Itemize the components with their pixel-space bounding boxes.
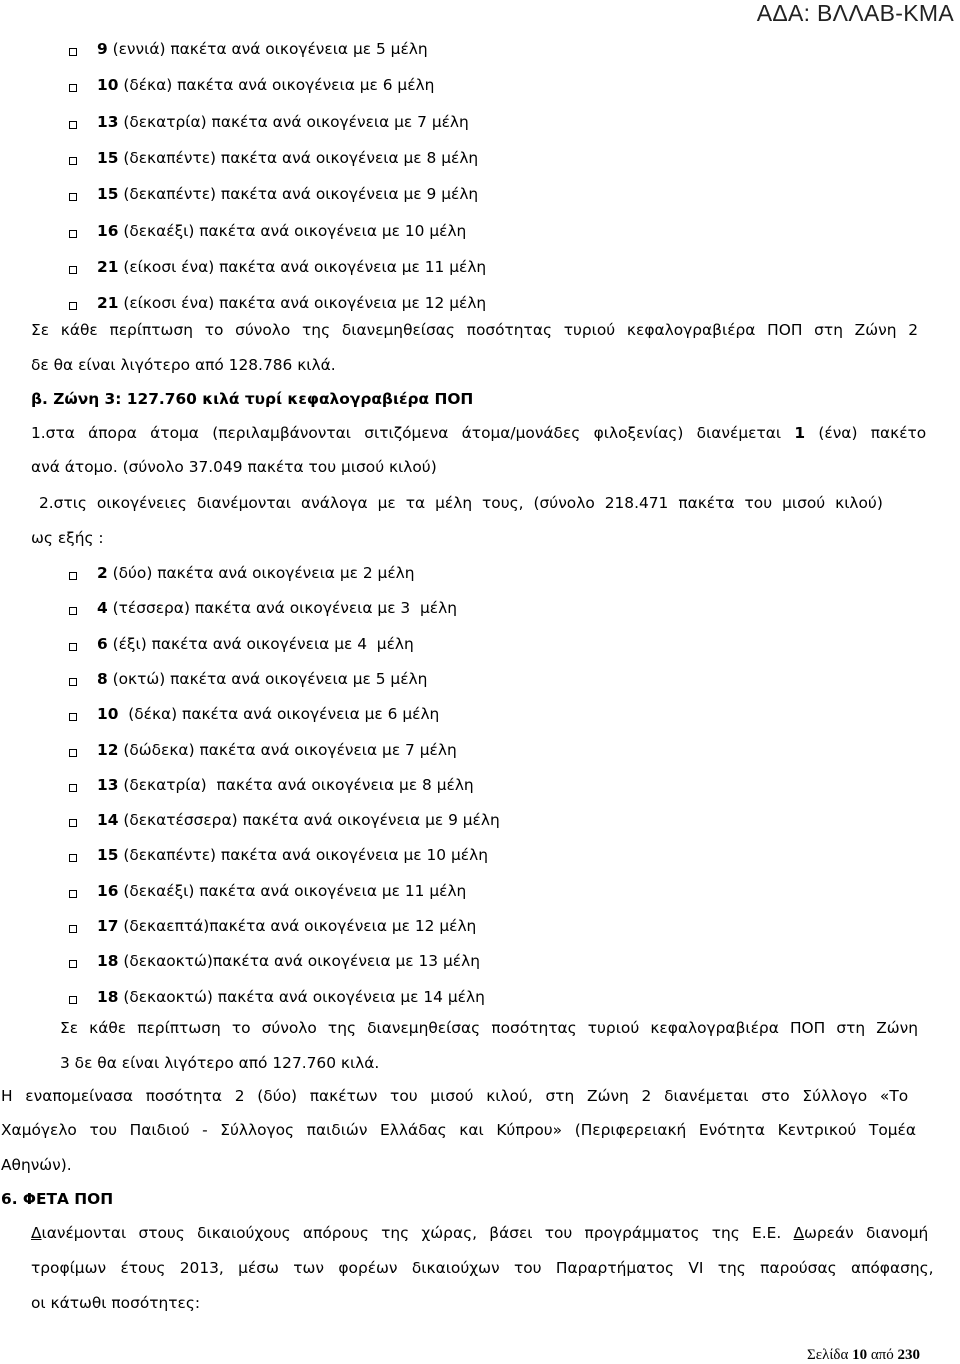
package-count: 16 (97, 881, 119, 900)
list-item (97, 149, 478, 167)
remaining-quantity-line1: Η εναπομείνασα ποσότητα 2 (δύο) πακέτων του μισού κιλού, στη Ζώνη 2 διανέμεται στο Σύλλογο «Το (1, 1087, 909, 1105)
package-count: 14 (97, 811, 119, 830)
checkbox-bullet-icon (69, 157, 77, 165)
item1-text-c: (ένα) πακέτο (805, 424, 927, 442)
delta-underlined-1: Δ (31, 1224, 42, 1242)
checkbox-bullet-icon (69, 925, 77, 933)
package-count: 4 (97, 599, 108, 618)
checkbox-bullet-icon (69, 784, 77, 792)
list-item (97, 882, 466, 900)
package-count: 10 (97, 76, 119, 95)
list-item (97, 670, 427, 688)
checkbox-bullet-icon (69, 678, 77, 686)
zone3-heading: β. Ζώνη 3: 127.760 κιλά τυρί κεφαλογραβιέρα ΠΟΠ (31, 390, 474, 408)
list-item (97, 952, 480, 970)
list-item-text: (δέκα) πακέτα ανά οικογένεια με 6 μέλη (118, 76, 435, 95)
list-item (97, 258, 486, 276)
package-count: 13 (97, 112, 119, 131)
list-item (97, 76, 434, 94)
list-item-text: (τέσσερα) πακέτα ανά οικογένεια με 3 μέλη (107, 599, 457, 618)
checkbox-bullet-icon (69, 960, 77, 968)
package-count: 2 (97, 564, 108, 582)
package-count: 21 (97, 294, 119, 313)
feta-paragraph-line3: οι κάτωθι ποσότητες: (31, 1294, 201, 1312)
list-item (97, 635, 414, 653)
feta-text-d: ωρεάν διανομή (804, 1224, 929, 1242)
checkbox-bullet-icon (69, 302, 77, 310)
list-item-text: (δεκαοκτώ) πακέτα ανά οικογένεια με 14 μέλη (118, 987, 485, 1006)
footer-prefix: Σελίδα (807, 1347, 853, 1363)
list-item-text: (εννιά) πακέτα ανά οικογένεια με 5 μέλη (107, 40, 428, 58)
section-6-heading: 6. ΦΕΤΑ ΠΟΠ (1, 1190, 114, 1208)
delta-underlined-2: Δ (793, 1224, 805, 1242)
package-count: 21 (97, 257, 119, 276)
checkbox-bullet-icon (69, 996, 77, 1004)
footer-middle: από (867, 1347, 898, 1363)
list-item (97, 185, 478, 203)
package-count: 16 (97, 221, 119, 240)
list-item (97, 40, 428, 58)
checkbox-bullet-icon (69, 84, 77, 92)
checkbox-bullet-icon (69, 607, 77, 615)
list-item (97, 113, 469, 131)
package-count: 13 (97, 775, 119, 794)
list-item (97, 741, 457, 759)
checkbox-bullet-icon (69, 854, 77, 862)
item1-line1 (31, 424, 926, 442)
package-count: 15 (97, 846, 119, 865)
list-item-text: (δεκατέσσερα) πακέτα ανά οικογένεια με 9 μέλη (118, 811, 500, 830)
checkbox-bullet-icon (69, 713, 77, 721)
list-item (97, 222, 466, 240)
list-item (97, 564, 415, 582)
list-item-text: (δεκαπέντε) πακέτα ανά οικογένεια με 9 μέλη (118, 185, 479, 204)
feta-text-b: ιανέμονται στους δικαιούχους απόρους της χώρας, βάσει του προγράμματος της Ε.Ε. (41, 1224, 794, 1242)
list-item-text: (δέκα) πακέτα ανά οικογένεια με 6 μέλη (118, 705, 440, 724)
package-count: 8 (97, 669, 108, 688)
list-item (97, 776, 474, 794)
feta-paragraph-line1 (31, 1224, 928, 1242)
item2-line1: 2.στις οικογένειες διανέμονται ανάλογα με τα μέλη τους, (σύνολο 218.471 πακέτα του μισού κιλού) (39, 494, 883, 512)
footer-total: 230 (897, 1347, 920, 1363)
list-item (97, 811, 500, 829)
package-count: 10 (97, 705, 119, 724)
package-count: 15 (97, 185, 119, 204)
item1-text-a: 1.στα άπορα άτομα (περιλαμβάνονται σιτιζόμενα άτομα/μονάδες φιλοξενίας) διανέμεται (31, 424, 795, 442)
checkbox-bullet-icon (69, 749, 77, 757)
package-count: 9 (97, 40, 108, 58)
list-item-text: (οκτώ) πακέτα ανά οικογένεια με 5 μέλη (107, 669, 428, 688)
list-item (97, 705, 439, 723)
package-count: 17 (97, 917, 119, 935)
list-item-text: (δεκαέξι) πακέτα ανά οικογένεια με 11 μέλη (118, 881, 467, 900)
checkbox-bullet-icon (69, 230, 77, 238)
checkbox-bullet-icon (69, 266, 77, 274)
package-count: 18 (97, 952, 119, 971)
zone2-minimum-line2: δε θα είναι λιγότερο από 128.786 κιλά. (31, 356, 336, 374)
list-item (97, 599, 457, 617)
item1-count: 1 (794, 424, 806, 442)
item2-line2: ως εξής : (31, 529, 104, 547)
checkbox-bullet-icon (69, 819, 77, 827)
list-item-text: (δεκαπέντε) πακέτα ανά οικογένεια με 10 μέλη (118, 846, 488, 865)
list-item-text: (δεκατρία) πακέτα ανά οικογένεια με 8 μέλη (118, 775, 474, 794)
page-footer (807, 1347, 920, 1364)
list-item-text: (δεκαοκτώ)πακέτα ανά οικογένεια με 13 μέλη (118, 952, 480, 971)
checkbox-bullet-icon (69, 193, 77, 201)
list-item (97, 294, 486, 312)
list-item-text: (δεκαεπτά)πακέτα ανά οικογένεια με 12 μέλη (118, 917, 477, 935)
zone3-minimum-line1: Σε κάθε περίπτωση το σύνολο της διανεμηθείσας ποσότητας τυριού κεφαλογραβιέρα ΠΟΠ στη Ζώνη (60, 1019, 918, 1037)
list-item-text: (είκοσι ένα) πακέτα ανά οικογένεια με 12 μέλη (118, 294, 487, 313)
package-count: 12 (97, 740, 119, 759)
checkbox-bullet-icon (69, 48, 77, 56)
list-item-text: (δύο) πακέτα ανά οικογένεια με 2 μέλη (107, 564, 415, 582)
checkbox-bullet-icon (69, 890, 77, 898)
checkbox-bullet-icon (69, 572, 77, 580)
checkbox-bullet-icon (69, 121, 77, 129)
list-item-text: (δεκαέξι) πακέτα ανά οικογένεια με 10 μέλη (118, 221, 467, 240)
list-item-text: (δώδεκα) πακέτα ανά οικογένεια με 7 μέλη (118, 740, 457, 759)
list-item-text: (δεκαπέντε) πακέτα ανά οικογένεια με 8 μέλη (118, 148, 479, 167)
remaining-quantity-line2: Χαμόγελο του Παιδιού - Σύλλογος παιδιών Ελλάδας και Κύπρου» (Περιφερειακή Ενότητα Κεντρικού Τομέα (1, 1121, 916, 1139)
checkbox-bullet-icon (69, 643, 77, 651)
zone2-minimum-line1: Σε κάθε περίπτωση το σύνολο της διανεμηθείσας ποσότητας τυριού κεφαλογραβιέρα ΠΟΠ στη Ζώνη 2 (31, 321, 918, 339)
remaining-quantity-line3: Αθηνών). (1, 1156, 72, 1174)
list-item-text: (είκοσι ένα) πακέτα ανά οικογένεια με 11 μέλη (118, 257, 487, 276)
ada-code: ΑΔΑ: ΒΛΛΑΒ-ΚΜΑ (756, 0, 954, 26)
item1-line2: ανά άτομο. (σύνολο 37.049 πακέτα του μισού κιλού) (31, 458, 437, 476)
package-count: 6 (97, 634, 108, 653)
list-item (97, 846, 488, 864)
list-item (97, 917, 476, 935)
list-item (97, 988, 485, 1006)
package-count: 18 (97, 987, 119, 1006)
feta-paragraph-line2: τροφίμων έτους 2013, μέσω των φορέων δικαιούχων του Παραρτήματος VI της παρούσας απόφασης, (31, 1259, 934, 1277)
footer-page: 10 (852, 1347, 868, 1363)
package-count: 15 (97, 148, 119, 167)
list-item-text: (δεκατρία) πακέτα ανά οικογένεια με 7 μέλη (118, 112, 469, 131)
zone3-minimum-line2: 3 δε θα είναι λιγότερο από 127.760 κιλά. (60, 1054, 380, 1072)
list-item-text: (έξι) πακέτα ανά οικογένεια με 4 μέλη (107, 634, 414, 653)
